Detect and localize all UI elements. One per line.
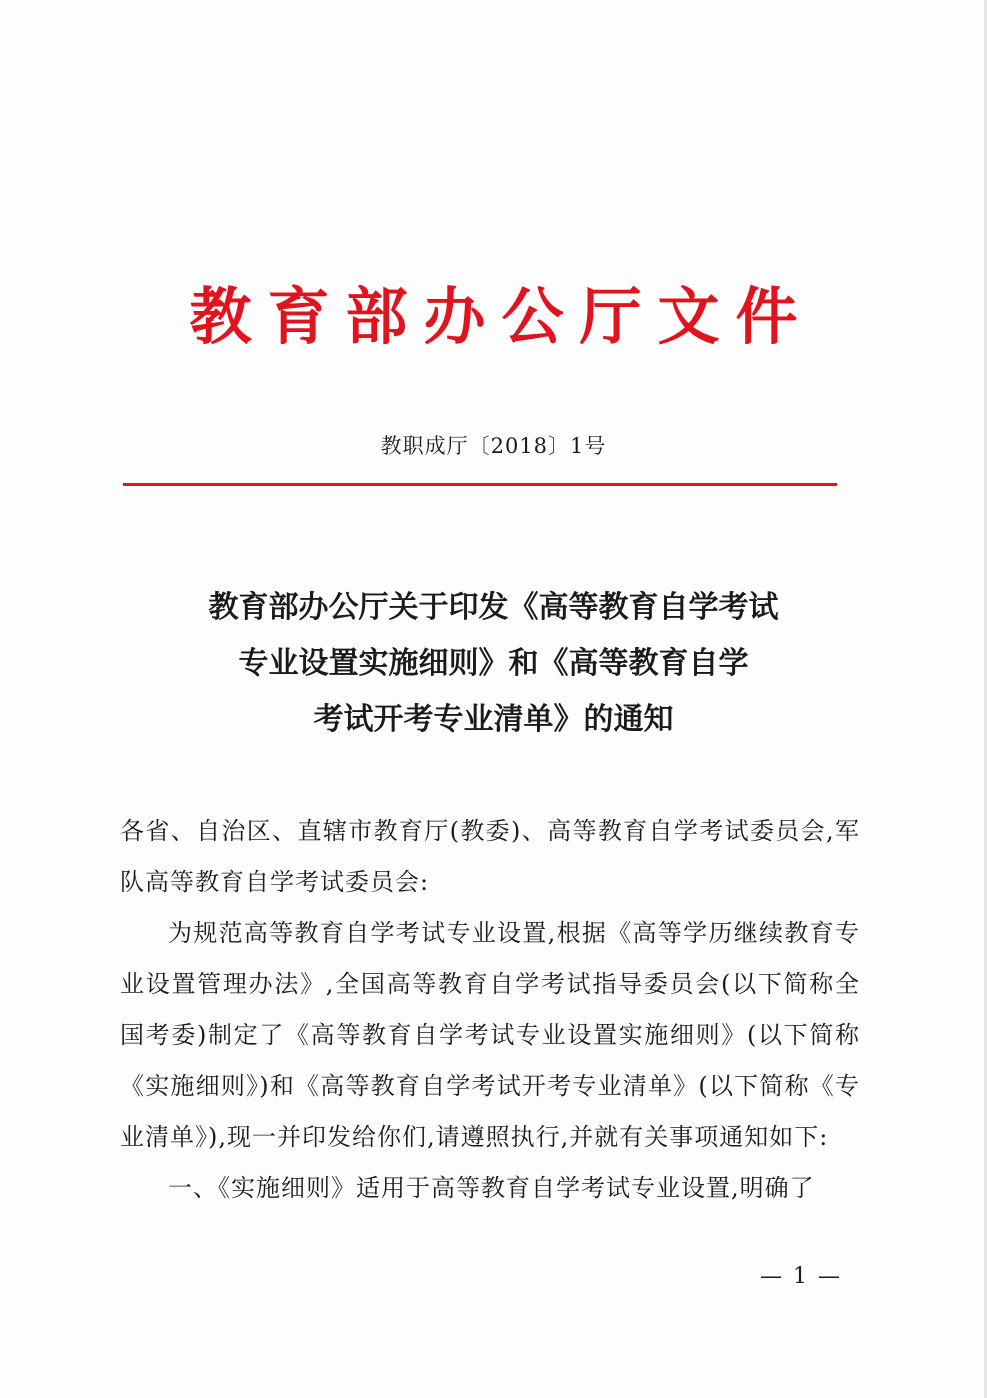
notice-title-line: 专业设置实施细则》和《高等教育自学 <box>238 646 749 681</box>
notice-title-line: 教育部办公厅关于印发《高等教育自学考试 <box>208 590 779 625</box>
notice-title-line: 考试开考专业清单》的通知 <box>313 702 674 737</box>
body-paragraph: 为规范高等教育自学考试专业设置,根据《高等学历继续教育专业设置管理办法》,全国高等教育自学考试指导委员会(以下简称全国考委)制定了《高等教育自学考试专业设置实施细则》(以下简称《实施细则》)和《高等教育自学考试开考专业清单》(以下简称《专业清单》),现一并印发给你们,请遵照执行,并就有关事项通知如下: <box>120 919 860 1151</box>
red-divider-line <box>123 483 837 486</box>
document-number: 教职成厅〔2018〕1号 <box>380 434 607 458</box>
recipients-paragraph: 各省、自治区、直辖市教育厅(教委)、高等教育自学考试委员会,军队高等教育自学考试委员会: <box>120 817 860 896</box>
document-header-title: 教育部办公厅文件 <box>189 280 814 353</box>
notice-title <box>0 580 987 748</box>
notice-body <box>120 806 860 1214</box>
body-paragraph: 一、《实施细则》适用于高等教育自学考试专业设置,明确了 <box>168 1174 815 1202</box>
page-number: — 1 — <box>760 1264 842 1289</box>
